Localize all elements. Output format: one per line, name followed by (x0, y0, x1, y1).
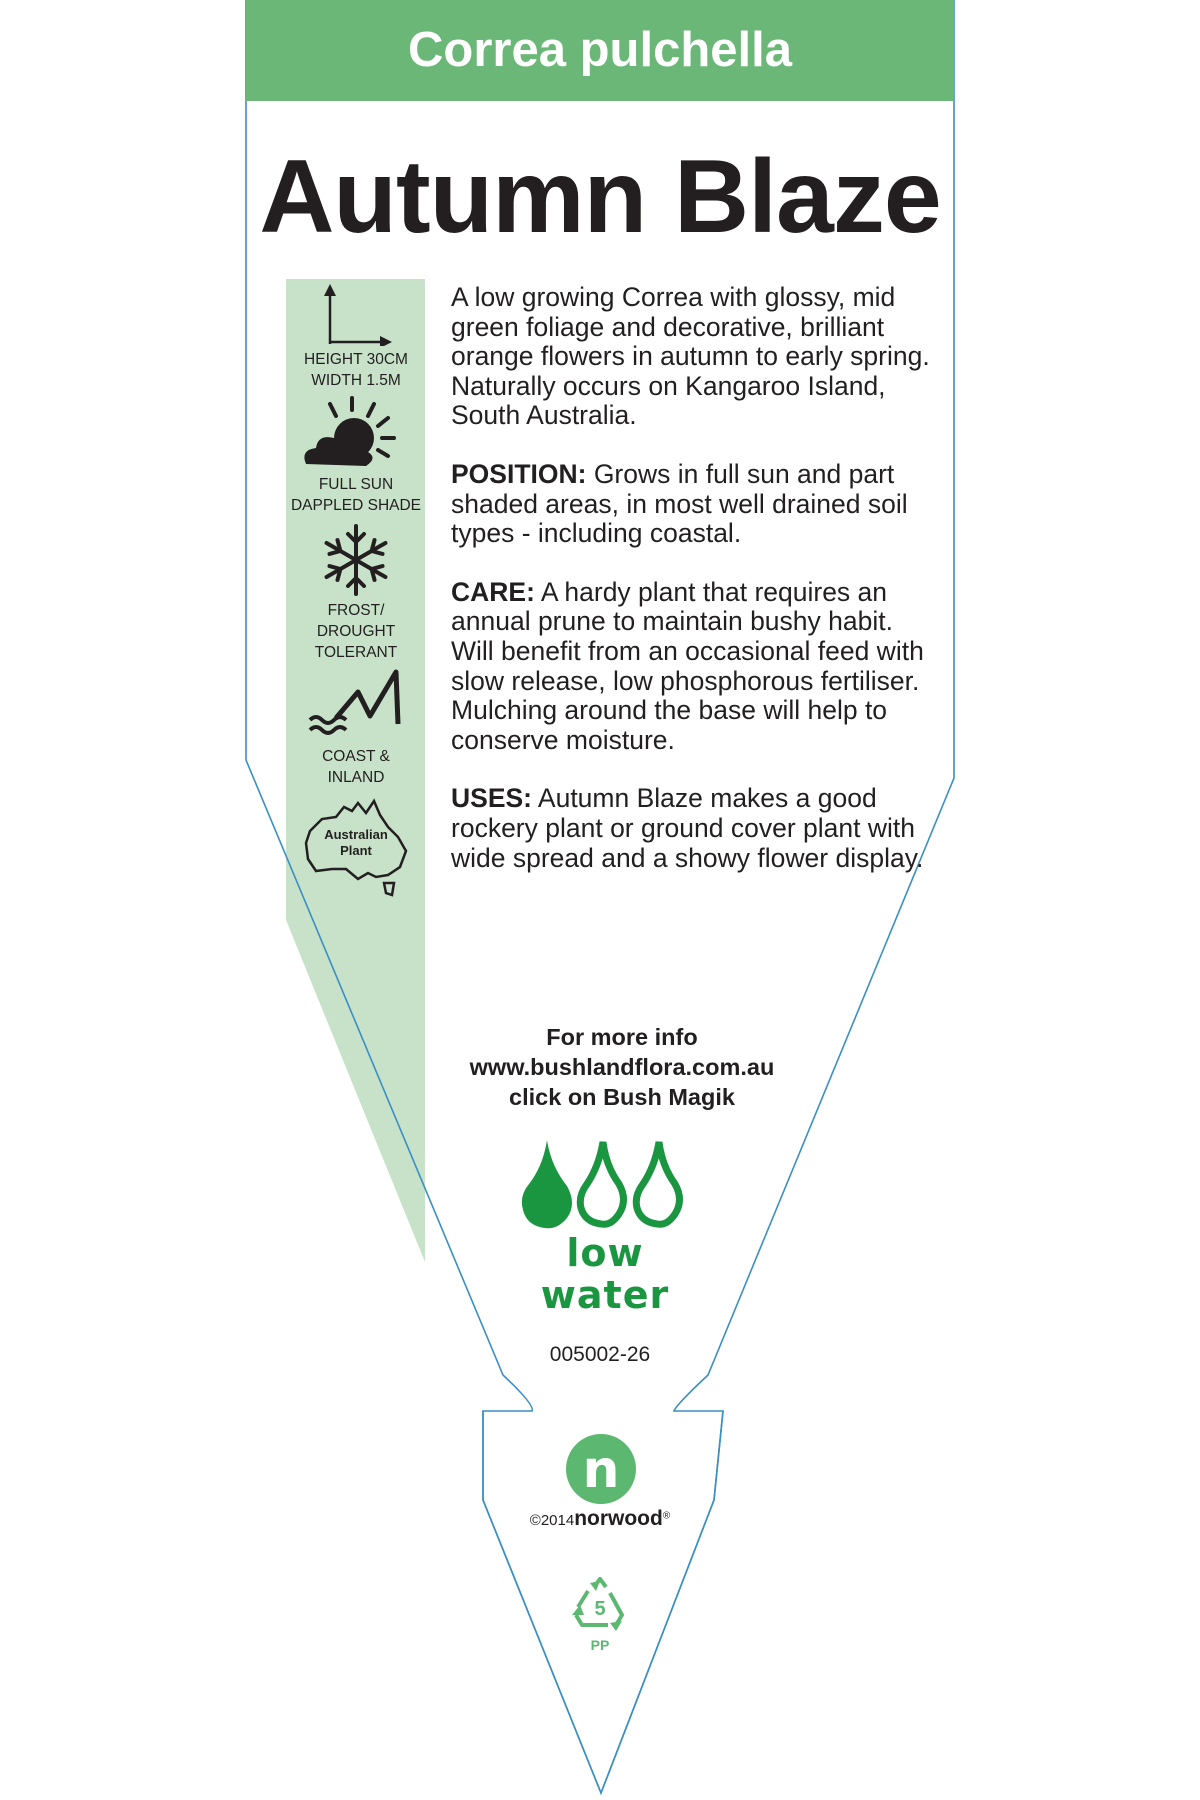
australia-map-icon (302, 797, 412, 901)
care-text: A hardy plant that requires an annual prune to maintain bushy habit. Will benefit from an occasional feed with slow release, low phosphorous fertiliser. Mulching around the base will help to conserve moisture. (451, 576, 924, 755)
recycle-material: PP (590, 1637, 610, 1653)
position-text: Grows in full sun and part shaded areas, in most well drained soil types - including coastal. (451, 458, 908, 549)
frost-label (287, 600, 425, 663)
registered-mark: ® (662, 1510, 671, 1522)
frost-text: FROST/ (327, 602, 385, 619)
care-paragraph (451, 578, 931, 756)
water-drop-empty (580, 1142, 623, 1224)
coast-text: COAST & (322, 748, 390, 765)
care-heading: CARE: (451, 576, 535, 607)
norwood-logo-icon (565, 1433, 637, 1505)
full-sun-text: FULL SUN (318, 476, 394, 493)
width-text: WIDTH 1.5M (311, 372, 401, 389)
uses-text: Autumn Blaze makes a good rockery plant or ground cover plant with wide spread and a showy flower display. (451, 783, 924, 873)
water-drop-empty (636, 1142, 679, 1224)
website-link[interactable]: www.bushlandflora.com.au (469, 1054, 775, 1080)
sun-label (287, 474, 425, 516)
water-text: water (540, 1273, 670, 1317)
brand-name: norwood (574, 1507, 663, 1530)
product-code: 005002-26 (549, 1343, 651, 1366)
copyright-year: ©2014 (529, 1512, 575, 1529)
logo-letter: n (582, 1440, 620, 1500)
water-drops-icon (515, 1138, 695, 1230)
water-drop-filled (522, 1140, 572, 1228)
position-paragraph (451, 460, 931, 549)
dappled-shade-text: DAPPLED SHADE (290, 497, 422, 514)
position-heading: POSITION: (451, 458, 587, 489)
more-info-heading: For more info (546, 1024, 698, 1050)
description-block (451, 283, 931, 902)
height-text: HEIGHT 30CM (304, 351, 408, 368)
size-arrows-icon (320, 284, 392, 346)
uses-paragraph (451, 784, 931, 873)
water-level-text: low (566, 1231, 644, 1275)
coast-label (287, 746, 425, 788)
uses-heading: USES: (451, 783, 532, 814)
recycle-number: 5 (594, 1598, 606, 1620)
inland-text: INLAND (327, 769, 385, 786)
cultivar-name: Autumn Blaze (259, 139, 941, 255)
copyright-line (500, 1507, 700, 1531)
drought-text: DROUGHT (316, 623, 396, 640)
species-name: Correa pulchella (246, 0, 954, 101)
water-label (500, 1232, 710, 1316)
sun-cloud-icon (300, 396, 396, 474)
bush-magik-text: click on Bush Magik (509, 1084, 735, 1110)
more-info-block (452, 1022, 792, 1112)
recycle-icon (570, 1577, 630, 1633)
australian-text: Australian (324, 827, 388, 842)
snowflake-icon (320, 524, 392, 596)
plant-text: Plant (340, 843, 372, 858)
tolerant-text: TOLERANT (314, 644, 398, 661)
size-label (287, 349, 425, 391)
coast-mountain-icon (306, 668, 406, 738)
intro-paragraph: A low growing Correa with glossy, mid green foliage and decorative, brilliant orange flowers in autumn to early spring. Naturally occurs on Kangaroo Island, South Australia. (451, 282, 930, 431)
